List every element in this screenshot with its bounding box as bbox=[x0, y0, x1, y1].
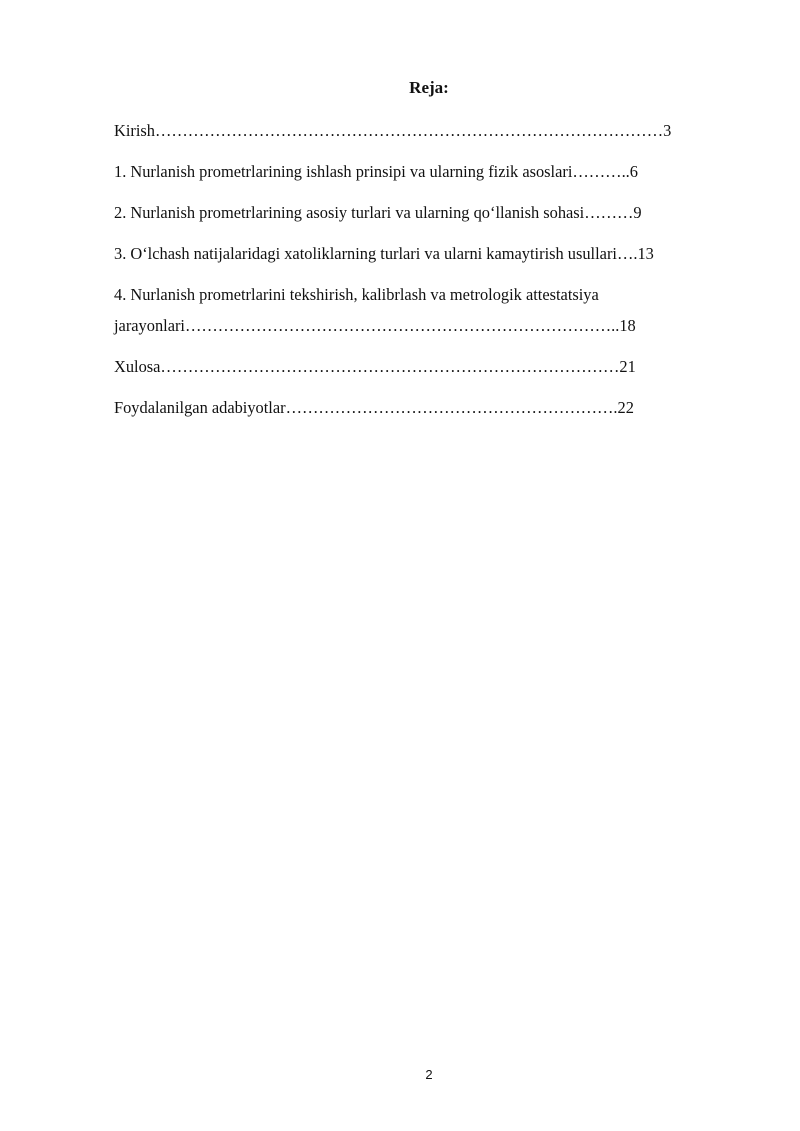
toc-entry-1: 1. Nurlanish prometrlarining ishlash prinsipi va ularning fizik asoslari………..6 bbox=[114, 162, 638, 181]
page-title: Reja: bbox=[409, 78, 449, 97]
toc-entry-3: 3. O‘lchash natijalaridagi xatoliklarning turlari va ularni kamaytirish usullari….13 bbox=[114, 244, 654, 263]
toc-entry-4-line1: 4. Nurlanish prometrlarini tekshirish, kalibrlash va metrologik attestatsiya bbox=[114, 285, 599, 304]
toc-entry-2: 2. Nurlanish prometrlarining asosiy turlari va ularning qo‘llanish sohasi………9 bbox=[114, 203, 642, 222]
toc-entry-xulosa: Xulosa…………………………………………………………………………21 bbox=[114, 357, 636, 376]
table-of-contents bbox=[114, 121, 744, 418]
toc-entry-4 bbox=[114, 285, 744, 336]
toc-entry-kirish: Kirish…………………………………………………………………………………3 bbox=[114, 121, 672, 140]
page-number: 2 bbox=[425, 1067, 433, 1082]
toc-entry-4-line2: jarayonlari……………………………………………………………………..18 bbox=[114, 316, 636, 335]
toc-entry-adabiyotlar: Foydalanilgan adabiyotlar…………………………………………………….22 bbox=[114, 398, 634, 417]
